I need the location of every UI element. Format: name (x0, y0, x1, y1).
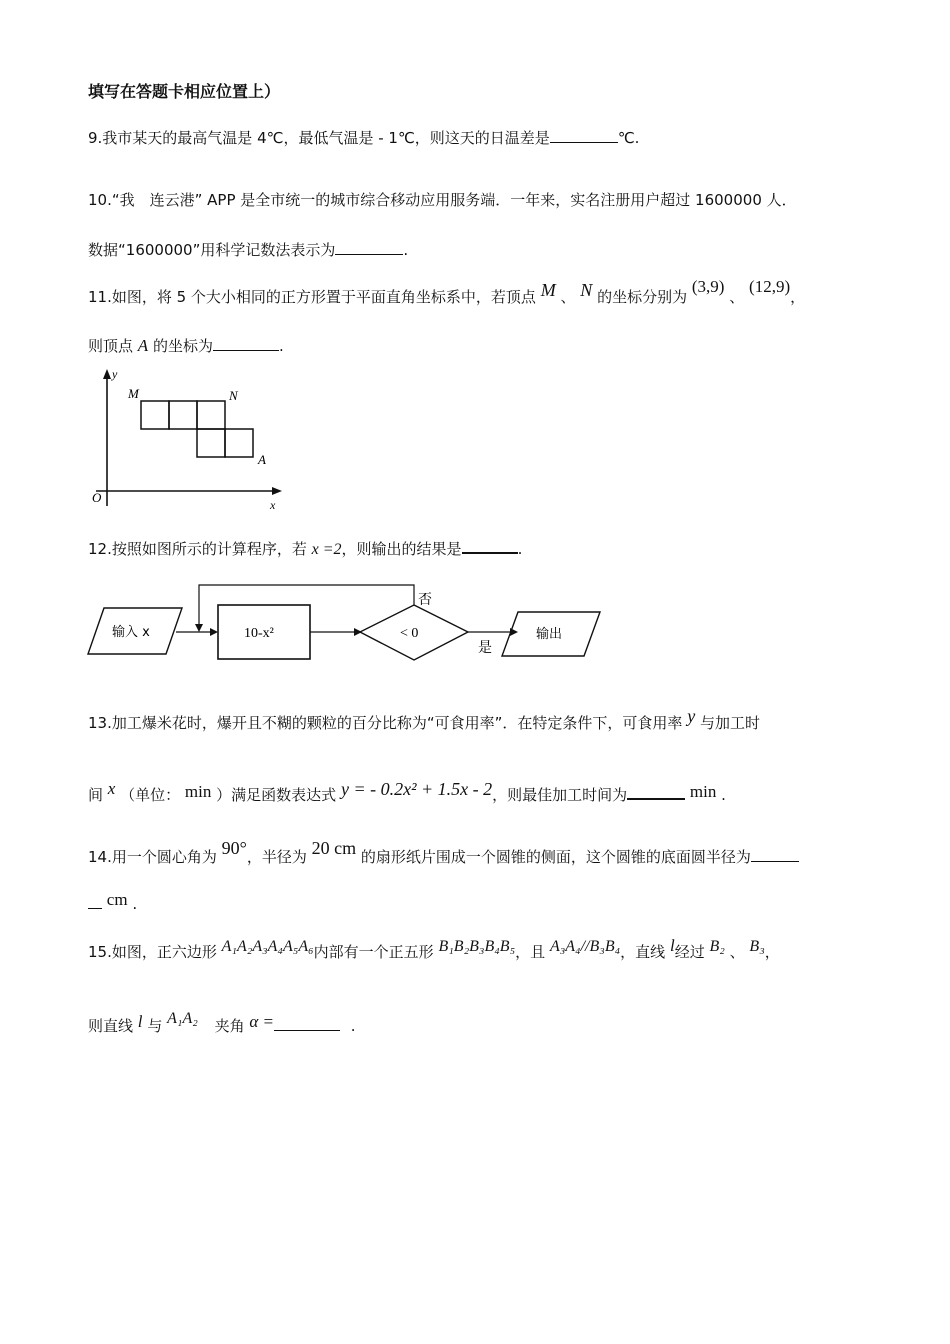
q13-var-y: y (687, 706, 696, 726)
q15-text-g: 与 (147, 1017, 163, 1035)
q15-b2: B₂ (709, 938, 725, 955)
x-axis-arrow (272, 487, 282, 495)
q11-sep: 、 (560, 288, 576, 306)
q9-text: 9.我市某天的最高气温是 4℃，最低气温是 - 1℃，则这天的日温差是 (88, 129, 550, 147)
q15-text: 15.如图，正六边形 (88, 943, 217, 961)
q11-comma: ， (790, 288, 806, 306)
q15-b3: B₃ (749, 938, 765, 955)
question-14-line1 (88, 838, 799, 867)
m-label: M (128, 386, 139, 401)
q13-text-d: （单位： (120, 786, 181, 804)
q15-text-h: 夹角 (214, 1017, 245, 1035)
q13-text-e: ）满足函数表达式 (216, 786, 337, 804)
q13-var-x: x (107, 779, 116, 798)
q13-formula: y = - 0.2x² + 1.5x - 2 (340, 779, 493, 799)
q15-pentagon: B₁B₂B₃B₄B₅ (438, 938, 516, 955)
q11-coordinate-figure (86, 366, 286, 516)
q10-text: 数据“1600000”用科学记数法表示为 (88, 241, 336, 259)
q15-text-e: 经过 (674, 943, 705, 961)
a-label: A (258, 452, 266, 467)
q15-line-l: l (669, 936, 675, 955)
n-label: N (229, 388, 238, 403)
question-11-line2 (88, 336, 284, 356)
question-9 (88, 128, 639, 148)
q11-text-c: 则顶点 (88, 337, 134, 355)
q15-end: . (350, 1017, 356, 1035)
q14-radius: 20 cm (311, 838, 357, 858)
q11-answer-blank[interactable] (213, 336, 279, 351)
origin-label: O (92, 490, 102, 505)
q9-answer-blank[interactable] (550, 128, 618, 143)
q11-text-d: 的坐标为 (152, 337, 213, 355)
q15-answer-blank[interactable] (274, 1016, 340, 1031)
q15-text-d: ，直线 (620, 943, 666, 961)
section-heading: 填写在答题卡相应位置上） (88, 82, 281, 101)
question-10-line1: 10.“我 连云港” APP 是全市统一的城市综合移动应用服务端．一年来，实名注册用户超过 1600000 人． (88, 191, 797, 209)
q15-text-c: ，且 (515, 943, 546, 961)
yes-label: 是 (478, 640, 492, 656)
square-1 (141, 401, 169, 429)
q14-text-c: 的扇形纸片围成一个圆锥的侧面，这个圆锥的底面圆半径为 (360, 848, 751, 866)
question-11-line1 (88, 277, 806, 307)
q14-angle: 90° (221, 838, 247, 858)
input-label: 输入 x (112, 625, 150, 640)
q15-sep: 、 (729, 943, 745, 961)
q15-hexagon: A₁A₂A₃A₄A₅A₆ (221, 938, 314, 955)
q11-text: 11.如图，将 5 个大小相同的正方形置于平面直角坐标系中，若顶点 (88, 288, 536, 306)
loop-arrow-head (195, 624, 203, 632)
y-label: y (112, 367, 118, 381)
question-13-line2 (88, 779, 726, 805)
q13-unit: min (184, 782, 212, 801)
q11-point-a: A (137, 336, 149, 355)
q10-answer-blank[interactable] (335, 240, 403, 255)
q14-answer-blank-2[interactable] (88, 894, 102, 909)
q15-alpha: α = (249, 1012, 275, 1031)
square-4 (197, 429, 225, 457)
q15-comma: ， (764, 943, 780, 961)
q13-answer-unit: min (689, 782, 717, 801)
q13-text-c: 间 (88, 786, 104, 804)
compute-label: 10-x² (244, 626, 274, 641)
q11-point-m: M (540, 280, 556, 300)
q12-answer-blank[interactable] (462, 538, 518, 554)
q15-text-b: 内部有一个正五形 (313, 943, 434, 961)
q11-coord-n: (12,9) (749, 277, 791, 296)
q12-condition: x =2 (311, 541, 342, 558)
square-3 (197, 401, 225, 429)
q15-text-f: 则直线 (88, 1017, 134, 1035)
output-label: 输出 (536, 627, 563, 642)
no-label: 否 (418, 592, 432, 608)
q10-end: . (403, 241, 409, 259)
q13-answer-blank[interactable] (627, 784, 685, 800)
q12-flowchart (84, 580, 614, 670)
q13-text: 13.加工爆米花时，爆开且不糊的颗粒的百分比称为“可食用率”．在特定条件下，可食用率 (88, 714, 683, 732)
question-14-line2 (88, 890, 138, 914)
q14-unit: cm (106, 890, 128, 909)
question-15-line1 (88, 936, 780, 963)
q15-line2-l: l (137, 1012, 143, 1031)
q9-unit: ℃. (617, 129, 640, 147)
question-13-line1 (88, 706, 760, 733)
q11-sep2: 、 (729, 288, 745, 306)
q14-text: 14.用一个圆心角为 (88, 848, 217, 866)
q11-text-b: 的坐标分别为 (597, 288, 688, 306)
y-axis-arrow (103, 369, 111, 379)
q14-end: . (132, 895, 138, 913)
q12-text: 12.按照如图所示的计算程序，若 (88, 540, 307, 558)
q11-point-n: N (580, 280, 593, 300)
square-2 (169, 401, 197, 429)
q13-end: . (721, 786, 726, 804)
q13-text-b: 与加工时 (699, 714, 760, 732)
q12-text-b: ，则输出的结果是 (341, 540, 462, 558)
square-5 (225, 429, 253, 457)
q14-answer-blank-1[interactable] (751, 847, 799, 862)
q15-a1a2: A₁A₂ (167, 1010, 198, 1027)
check-label: < 0 (400, 626, 419, 641)
question-15-line2 (88, 1010, 356, 1037)
q11-coord-m: (3,9) (691, 277, 725, 296)
arrow-1-head (210, 628, 218, 636)
question-10-line2 (88, 240, 408, 260)
x-label: x (270, 498, 276, 512)
q15-parallel: A₃A₄//B₃B₄ (549, 938, 621, 955)
q14-text-b: ，半径为 (246, 848, 307, 866)
q13-text-f: ，则最佳加工时间为 (492, 786, 628, 804)
question-12 (88, 538, 522, 560)
q11-end: . (278, 337, 284, 355)
q12-end: . (517, 540, 523, 558)
